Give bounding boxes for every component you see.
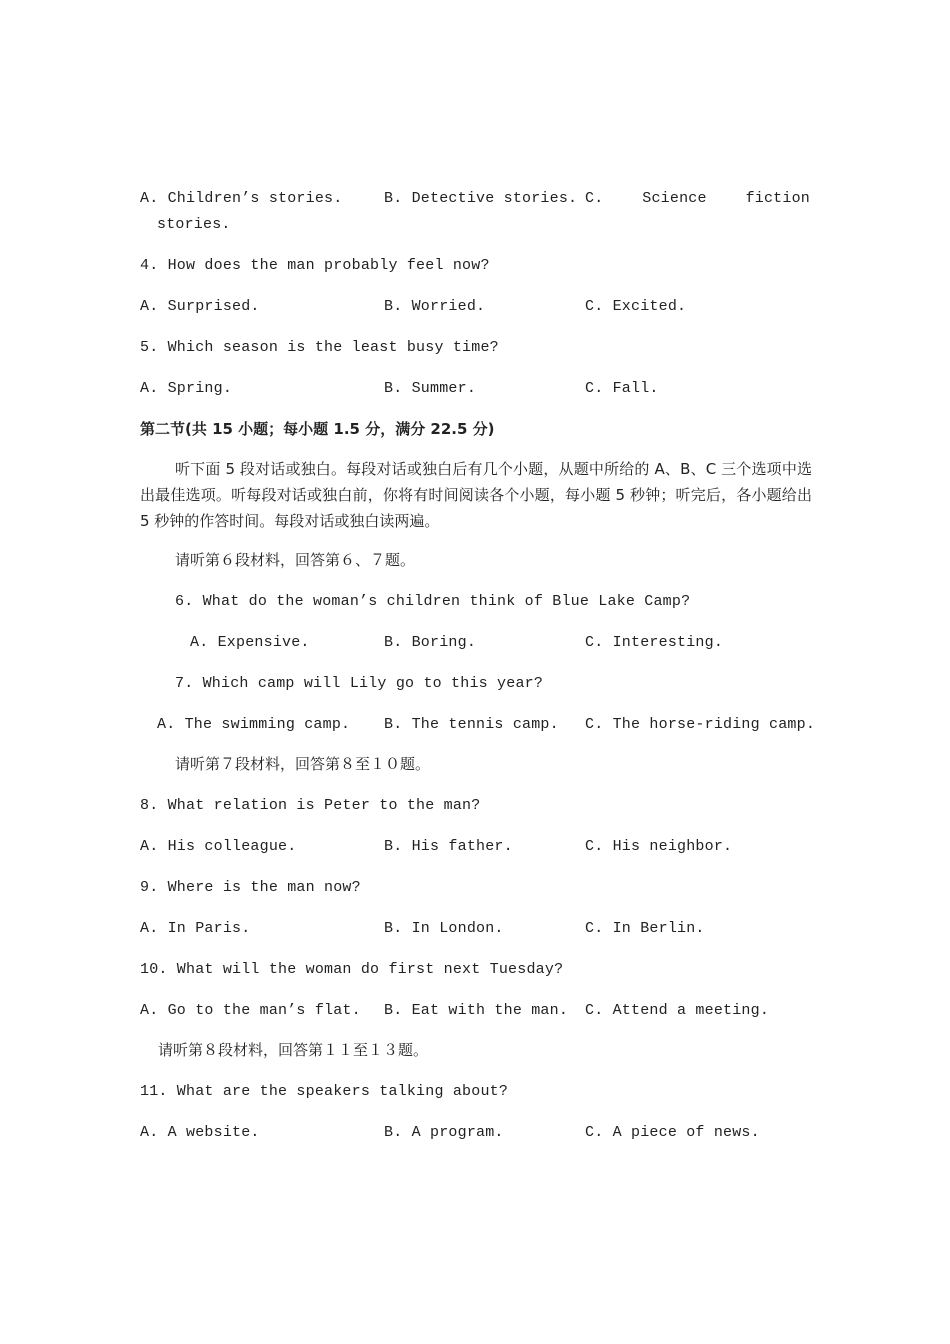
q6-option-a: A. Expensive. bbox=[190, 634, 310, 651]
q4-option-a: A. Surprised. bbox=[140, 298, 260, 315]
section-instructions: 听下面 5 段对话或独白。每段对话或独白后有几个小题，从题中所给的 A、B、C 三个选项中选出最佳选项。听每段对话或独白前，你将有时间阅读各个小题，每小题 5 秒钟；听完后，各小题给出 5 秒钟的作答时间。每段对话或独白读两遍。 bbox=[140, 460, 812, 530]
q4-option-c: C. Excited. bbox=[585, 298, 687, 315]
q3-option-c-word1: Science bbox=[642, 190, 707, 207]
section-heading: 第二节(共 15 小题；每小题 1.5 分，满分 22.5 分) bbox=[140, 420, 495, 438]
set8-header: 请听第８段材料，回答第１１至１３题。 bbox=[158, 1041, 429, 1059]
q7-option-b: B. The tennis camp. bbox=[384, 716, 559, 733]
q8-option-a: A. His colleague. bbox=[140, 838, 297, 855]
q3-option-c-word2: fiction bbox=[745, 190, 810, 207]
set7-header: 请听第７段材料，回答第８至１０题。 bbox=[175, 755, 431, 773]
q4-option-b: B. Worried. bbox=[384, 298, 486, 315]
q8-question: 8. What relation is Peter to the man? bbox=[140, 797, 481, 814]
q6-option-c: C. Interesting. bbox=[585, 634, 724, 651]
q8-option-b: B. His father. bbox=[384, 838, 513, 855]
q3-option-c bbox=[585, 189, 810, 209]
set6-header: 请听第６段材料，回答第６、７题。 bbox=[175, 551, 416, 569]
q3-option-a: A. Children’s stories. bbox=[140, 190, 343, 207]
q8-option-c: C. His neighbor. bbox=[585, 838, 733, 855]
q11-option-b: B. A program. bbox=[384, 1124, 504, 1141]
q3-options bbox=[0, 189, 950, 209]
q3-option-b: B. Detective stories. bbox=[384, 190, 578, 207]
q7-option-a: A. The swimming camp. bbox=[157, 716, 351, 733]
q6-question: 6. What do the woman’s children think of Blue Lake Camp? bbox=[175, 593, 691, 610]
q11-question: 11. What are the speakers talking about? bbox=[140, 1083, 509, 1100]
q9-option-b: B. In London. bbox=[384, 920, 504, 937]
q7-question: 7. Which camp will Lily go to this year? bbox=[175, 675, 544, 692]
q9-option-c: C. In Berlin. bbox=[585, 920, 705, 937]
q11-option-a: A. A website. bbox=[140, 1124, 260, 1141]
q9-option-a: A. In Paris. bbox=[140, 920, 251, 937]
q10-option-c: C. Attend a meeting. bbox=[585, 1002, 770, 1019]
q5-option-a: A. Spring. bbox=[140, 380, 233, 397]
q10-question: 10. What will the woman do first next Tuesday? bbox=[140, 961, 564, 978]
q3-option-c-letter: C. bbox=[585, 190, 604, 207]
q5-option-c: C. Fall. bbox=[585, 380, 659, 397]
q6-option-b: B. Boring. bbox=[384, 634, 477, 651]
q5-option-b: B. Summer. bbox=[384, 380, 477, 397]
q3-option-c-continued: stories. bbox=[157, 216, 231, 233]
q4-question: 4. How does the man probably feel now? bbox=[140, 257, 490, 274]
q7-option-c: C. The horse-riding camp. bbox=[585, 716, 816, 733]
q9-question: 9. Where is the man now? bbox=[140, 879, 361, 896]
q11-option-c: C. A piece of news. bbox=[585, 1124, 760, 1141]
q10-option-a: A. Go to the man’s flat. bbox=[140, 1002, 361, 1019]
q5-question: 5. Which season is the least busy time? bbox=[140, 339, 499, 356]
q10-option-b: B. Eat with the man. bbox=[384, 1002, 569, 1019]
